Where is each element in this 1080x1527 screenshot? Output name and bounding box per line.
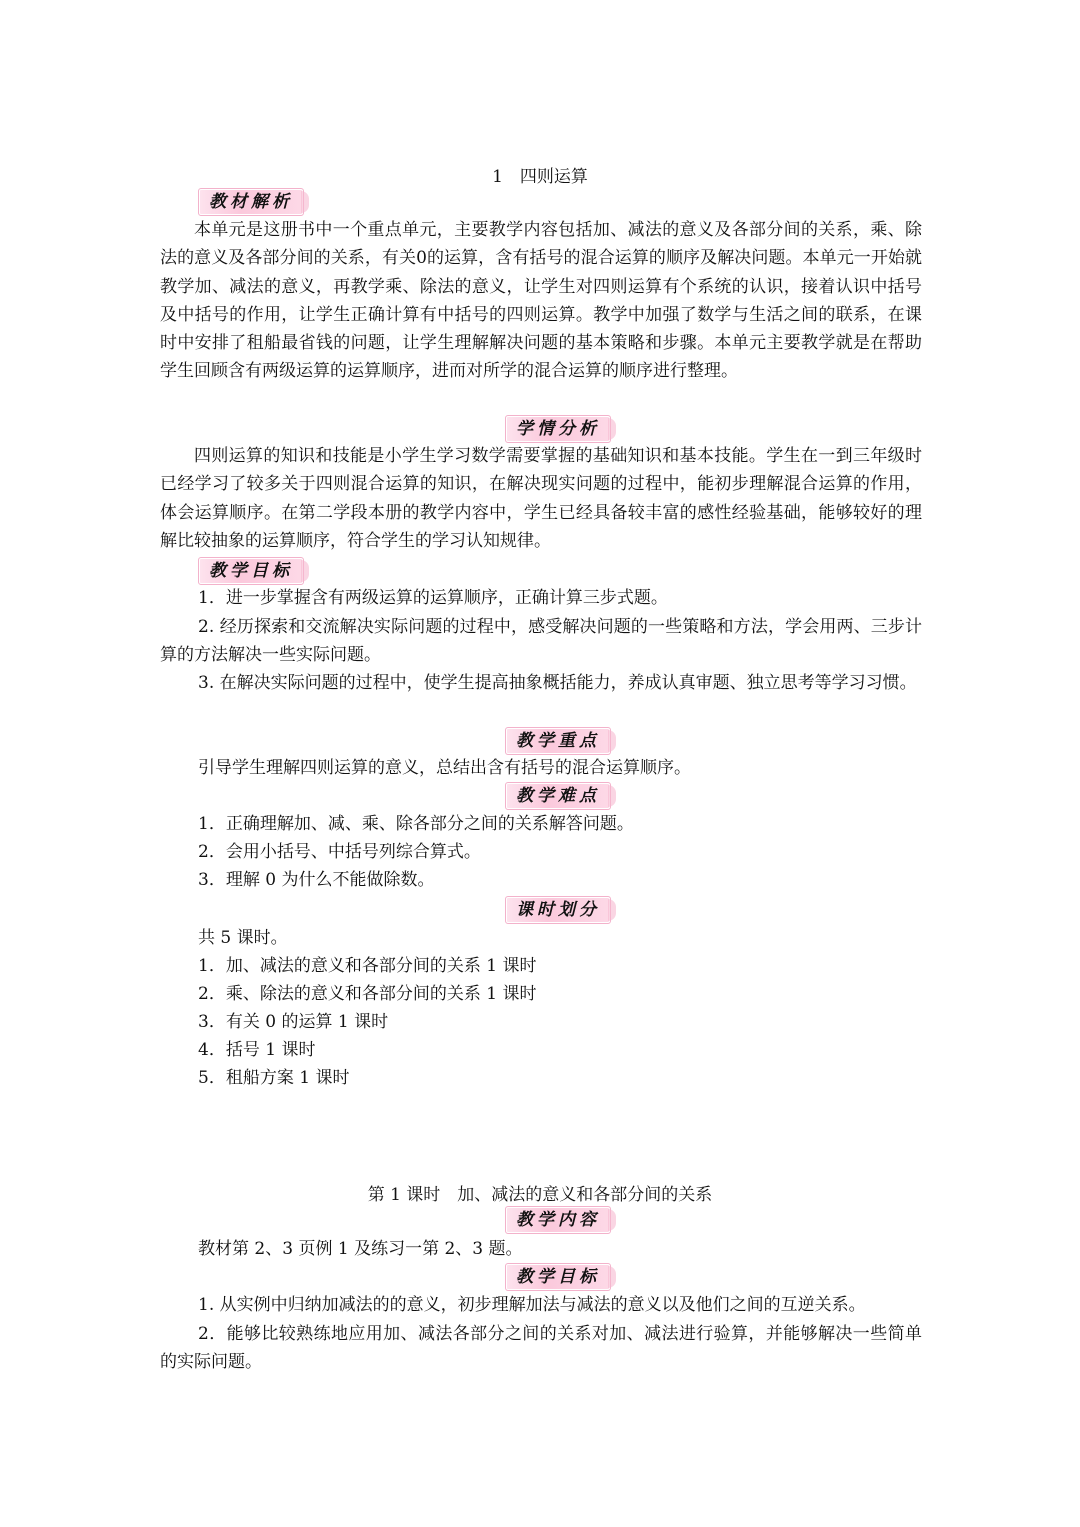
lesson-goal-item-2: 2．能够比较熟练地应用加、减法各部分之间的关系对加、减法进行验算，并能够解决一些简单的实际问题。 — [160, 1324, 922, 1373]
periods-intro: 共 5 课时。 — [198, 928, 288, 948]
textbook-analysis-text: 本单元是这册书中一个重点单元，主要教学内容包括加、减法的意义及各部分间的关系，乘、除法的意义及各部分间的关系，有关0的运算，含有括号的混合运算的顺序及解决问题。本单元一开始就教学加、减法的意义，再教学乘、除法的意义，让学生对四则运算有个系统的认识，接着认识中括号及中括号的作用，让学生正确计算有中括号的四则运算。教学中加强了数学与生活之间的联系，在课时中安排了租船最省钱的问题，让学生理解解决问题的基本策略和步骤。本单元主要教学就是在帮助学生回顾含有两级运算的运算顺序，进而对所学的混合运算的顺序进行整理。 — [160, 220, 922, 382]
section-label-textbook-analysis: 教材解析 — [198, 188, 304, 216]
difficulty-item-3: 3．理解 0 为什么不能做除数。 — [198, 870, 435, 890]
lesson-content-text: 教材第 2、3 页例 1 及练习一第 2、3 题。 — [198, 1239, 523, 1259]
period-item-2: 2．乘、除法的意义和各部分间的关系 1 课时 — [198, 984, 537, 1004]
period-item-5: 5．租船方案 1 课时 — [198, 1068, 350, 1088]
goal-item-3: 3. 在解决实际问题的过程中，使学生提高抽象概括能力，养成认真审题、独立思考等学习习惯。 — [198, 673, 917, 693]
goal-item-1: 1．进一步掌握含有两级运算的运算顺序，正确计算三步式题。 — [198, 588, 668, 608]
lesson-goal-item-1: 1. 从实例中归纳加减法的的意义，初步理解加法与减法的意义以及他们之间的互逆关系。 — [198, 1295, 866, 1315]
section-label-lesson-goals: 教学目标 — [505, 1263, 611, 1291]
section-label-difficulties: 教学难点 — [505, 782, 611, 810]
goal-item-2: 2. 经历探索和交流解决实际问题的过程中，感受解决问题的一些策略和方法，学会用两、三步计算的方法解决一些实际问题。 — [160, 617, 922, 666]
difficulty-item-2: 2．会用小括号、中括号列综合算式。 — [198, 842, 481, 862]
lesson-title: 第 1 课时 加、减法的意义和各部分间的关系 — [367, 1185, 713, 1205]
difficulty-item-1: 1．正确理解加、减、乘、除各部分之间的关系解答问题。 — [198, 814, 634, 834]
section-label-student-analysis: 学情分析 — [505, 415, 611, 443]
key-points-text: 引导学生理解四则运算的意义，总结出含有括号的混合运算顺序。 — [198, 758, 691, 778]
section-label-lesson-content: 教学内容 — [505, 1206, 611, 1234]
section-label-teaching-goals: 教学目标 — [198, 557, 304, 585]
section-label-key-points: 教学重点 — [505, 727, 611, 755]
student-analysis-text: 四则运算的知识和技能是小学生学习数学需要掌握的基础知识和基本技能。学生在一到三年级时已经学习了较多关于四则混合运算的知识，在解决现实问题的过程中，能初步理解混合运算的作用，体会运算顺序。在第二学段本册的教学内容中，学生已经具备较丰富的感性经验基础，能够较好的理解比较抽象的运算顺序，符合学生的学习认知规律。 — [160, 446, 922, 551]
period-item-4: 4．括号 1 课时 — [198, 1040, 316, 1060]
period-item-3: 3．有关 0 的运算 1 课时 — [198, 1012, 389, 1032]
section-label-periods: 课时划分 — [505, 896, 611, 924]
period-item-1: 1．加、减法的意义和各部分间的关系 1 课时 — [198, 956, 537, 976]
unit-title: 1 四则运算 — [492, 167, 588, 187]
